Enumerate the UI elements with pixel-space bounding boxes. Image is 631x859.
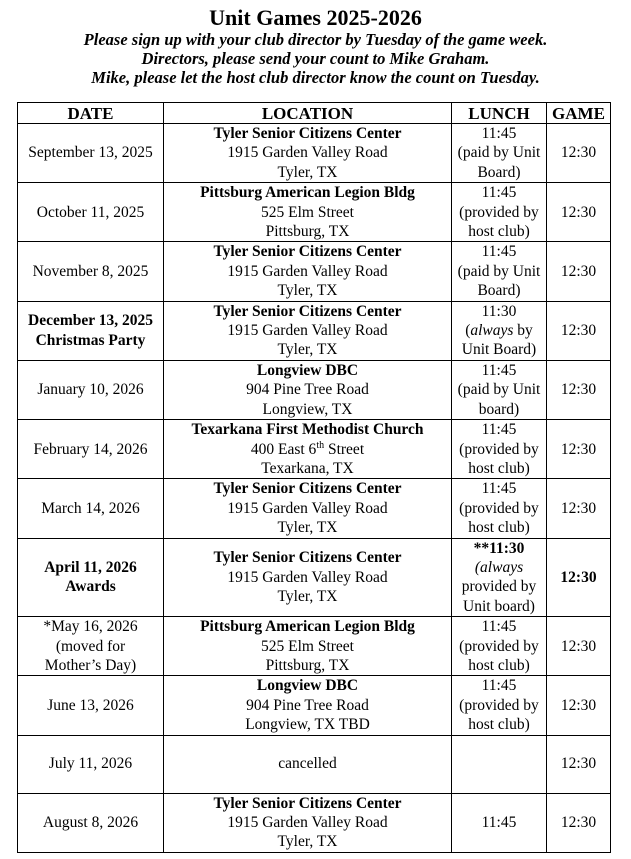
location-address: 1915 Garden Valley Road xyxy=(227,499,388,517)
lunch-time: 11:45 xyxy=(481,618,517,636)
location-name: Tyler Senior Citizens Center xyxy=(213,549,402,567)
location-address: 1915 Garden Valley Road xyxy=(227,322,388,340)
event-label: Christmas Party xyxy=(35,331,146,349)
location-city: Tyler, TX xyxy=(277,282,338,300)
location-name: Longview DBC xyxy=(256,361,359,379)
table-row xyxy=(18,479,611,538)
lunch-cell xyxy=(452,479,547,538)
lunch-note: (always xyxy=(474,558,524,576)
game-cell: 12:30 xyxy=(547,124,611,183)
lunch-note xyxy=(454,321,544,340)
location-cell xyxy=(164,676,452,735)
table-row xyxy=(18,183,611,242)
lunch-cell xyxy=(452,420,547,479)
lunch-cell xyxy=(452,676,547,735)
location-name: Pittsburg American Legion Bldg xyxy=(200,618,415,636)
lunch-note: (provided by xyxy=(459,203,539,221)
date-text: August 8, 2026 xyxy=(42,814,139,831)
date-cell xyxy=(18,301,164,360)
lunch-note: (provided by xyxy=(459,696,539,714)
instruction-line-2: Directors, please send your count to Mike Graham. xyxy=(141,49,490,68)
lunch-cell xyxy=(452,735,547,793)
header-date: DATE xyxy=(18,103,164,124)
address-number: 400 East 6 xyxy=(250,440,317,458)
address-ordinal-suffix: th xyxy=(316,439,325,451)
date-cell xyxy=(18,793,164,852)
date-cell xyxy=(18,124,164,183)
date-text: February 14, 2026 xyxy=(33,440,148,458)
location-address xyxy=(166,440,449,459)
game-cell: 12:30 xyxy=(547,420,611,479)
date-text: January 10, 2026 xyxy=(37,381,144,399)
date-text: October 11, 2025 xyxy=(36,203,145,221)
lunch-time: 11:30 xyxy=(481,302,517,320)
location-cell xyxy=(164,420,452,479)
date-cell xyxy=(18,617,164,676)
location-city: Pittsburg, TX xyxy=(265,223,350,241)
location-cell xyxy=(164,183,452,242)
location-address: 904 Pine Tree Road xyxy=(246,381,369,399)
date-text: *May 16, 2026 xyxy=(43,618,138,636)
table-row xyxy=(18,242,611,301)
date-cell xyxy=(18,735,164,793)
lunch-note-rest: by xyxy=(513,322,533,340)
table-row xyxy=(18,735,611,793)
location-cell xyxy=(164,538,452,617)
date-cell xyxy=(18,676,164,735)
location-name: Tyler Senior Citizens Center xyxy=(213,302,402,320)
lunch-time: 11:45 xyxy=(481,421,517,439)
lunch-note: (provided by xyxy=(459,637,539,655)
schedule-table xyxy=(17,102,611,853)
lunch-note-emphasis: always xyxy=(470,322,514,340)
game-cell: 12:30 xyxy=(547,735,611,793)
location-cell xyxy=(164,124,452,183)
date-text: November 8, 2025 xyxy=(32,262,149,280)
date-text: July 11, 2026 xyxy=(48,755,133,773)
location-name: Tyler Senior Citizens Center xyxy=(213,794,402,812)
instruction-line-1: Please sign up with your club director by Tuesday of the game week. xyxy=(83,30,548,49)
lunch-time: 11:45 xyxy=(481,125,517,142)
location-name: Tyler Senior Citizens Center xyxy=(213,480,402,498)
game-cell: 12:30 xyxy=(547,538,611,617)
page-title: Unit Games 2025-2026 xyxy=(209,5,422,30)
location-city: Tyler, TX xyxy=(277,341,338,359)
location-name: Tyler Senior Citizens Center xyxy=(213,125,402,142)
lunch-time: 11:45 xyxy=(481,184,517,202)
location-name: Tyler Senior Citizens Center xyxy=(213,243,402,261)
table-row xyxy=(18,676,611,735)
table-row xyxy=(18,360,611,419)
game-cell: 12:30 xyxy=(547,242,611,301)
lunch-note: Unit Board) xyxy=(461,341,537,359)
table-row xyxy=(18,617,611,676)
location-cell xyxy=(164,301,452,360)
lunch-cell xyxy=(452,538,547,617)
location-cell xyxy=(164,617,452,676)
lunch-note: host club) xyxy=(468,459,530,477)
lunch-cell xyxy=(452,183,547,242)
game-cell: 12:30 xyxy=(547,479,611,538)
location-city: Tyler, TX xyxy=(277,519,338,537)
lunch-note: (provided by xyxy=(459,499,539,517)
table-row xyxy=(18,124,611,183)
date-cell xyxy=(18,183,164,242)
location-cell xyxy=(164,360,452,419)
lunch-note: (paid by Unit xyxy=(457,381,541,399)
lunch-note: host club) xyxy=(468,656,530,674)
date-text: April 11, 2026 xyxy=(44,558,137,576)
lunch-cell xyxy=(452,360,547,419)
lunch-cell xyxy=(452,617,547,676)
location-address: 1915 Garden Valley Road xyxy=(227,568,388,586)
header-lunch: LUNCH xyxy=(452,103,547,124)
date-note: (moved for xyxy=(55,637,126,655)
date-cell xyxy=(18,479,164,538)
lunch-time: 11:45 xyxy=(481,480,517,498)
date-text: December 13, 2025 xyxy=(28,312,153,330)
location-name: Texarkana First Methodist Church xyxy=(191,421,424,439)
header-location: LOCATION xyxy=(164,103,452,124)
table-row xyxy=(18,420,611,479)
lunch-time: 11:45 xyxy=(481,243,517,261)
location-address: 1915 Garden Valley Road xyxy=(227,814,388,831)
location-cell xyxy=(164,793,452,852)
lunch-note: (paid by Unit xyxy=(457,262,541,280)
event-label: Awards xyxy=(65,578,116,596)
lunch-cell xyxy=(452,124,547,183)
location-city: Tyler, TX xyxy=(277,833,338,851)
lunch-note: Board) xyxy=(477,282,521,300)
game-cell: 12:30 xyxy=(547,676,611,735)
lunch-note: Unit board) xyxy=(463,597,535,615)
table-row xyxy=(18,538,611,617)
location-city: Tyler, TX xyxy=(277,588,338,606)
game-cell: 12:30 xyxy=(547,793,611,852)
date-text: June 13, 2026 xyxy=(47,696,134,714)
location-city: Texarkana, TX xyxy=(261,459,354,477)
location-address: 525 Elm Street xyxy=(261,203,354,221)
date-cell xyxy=(18,538,164,617)
table-row xyxy=(18,793,611,852)
date-note: Mother’s Day) xyxy=(44,656,137,674)
header-game: GAME xyxy=(547,103,611,124)
game-cell: 12:30 xyxy=(547,617,611,676)
lunch-note-open: ( xyxy=(465,322,471,340)
game-cell: 12:30 xyxy=(547,183,611,242)
lunch-note: (paid by Unit xyxy=(457,144,541,162)
lunch-note: Board) xyxy=(477,163,521,181)
location-address: 904 Pine Tree Road xyxy=(246,696,369,714)
location-address: 1915 Garden Valley Road xyxy=(227,262,388,280)
lunch-cell xyxy=(452,793,547,852)
lunch-note: board) xyxy=(478,400,520,418)
lunch-time: 11:45 xyxy=(481,814,517,831)
location-cell xyxy=(164,479,452,538)
lunch-note: host club) xyxy=(468,519,530,537)
table-row xyxy=(18,301,611,360)
date-cell xyxy=(18,360,164,419)
header-row xyxy=(18,103,611,124)
location-city: Tyler, TX xyxy=(277,163,338,181)
location-city: Pittsburg, TX xyxy=(265,656,350,674)
instruction-line-3: Mike, please let the host club director know the count on Tuesday. xyxy=(91,68,540,87)
lunch-note: host club) xyxy=(468,716,530,734)
address-street: Street xyxy=(324,440,365,458)
location-city: Longview, TX TBD xyxy=(245,716,370,734)
date-text: September 13, 2025 xyxy=(28,144,153,162)
date-cell xyxy=(18,242,164,301)
location-address: 1915 Garden Valley Road xyxy=(227,144,388,162)
game-cell: 12:30 xyxy=(547,360,611,419)
location-name: Longview DBC xyxy=(256,677,359,695)
location-cell: cancelled xyxy=(164,735,452,793)
lunch-note: provided by xyxy=(461,578,537,596)
lunch-cell xyxy=(452,242,547,301)
lunch-note: (provided by xyxy=(459,440,539,458)
lunch-time: 11:45 xyxy=(481,361,517,379)
location-city: Longview, TX xyxy=(262,400,353,418)
lunch-time: 11:45 xyxy=(481,677,517,695)
unit-games-schedule-page xyxy=(0,6,631,859)
lunch-note: host club) xyxy=(468,223,530,241)
lunch-cell xyxy=(452,301,547,360)
lunch-time: **11:30 xyxy=(473,539,525,557)
location-cell xyxy=(164,242,452,301)
location-address: 525 Elm Street xyxy=(261,637,354,655)
location-name: Pittsburg American Legion Bldg xyxy=(200,184,415,202)
date-cell xyxy=(18,420,164,479)
game-cell: 12:30 xyxy=(547,301,611,360)
date-text: March 14, 2026 xyxy=(41,499,140,517)
